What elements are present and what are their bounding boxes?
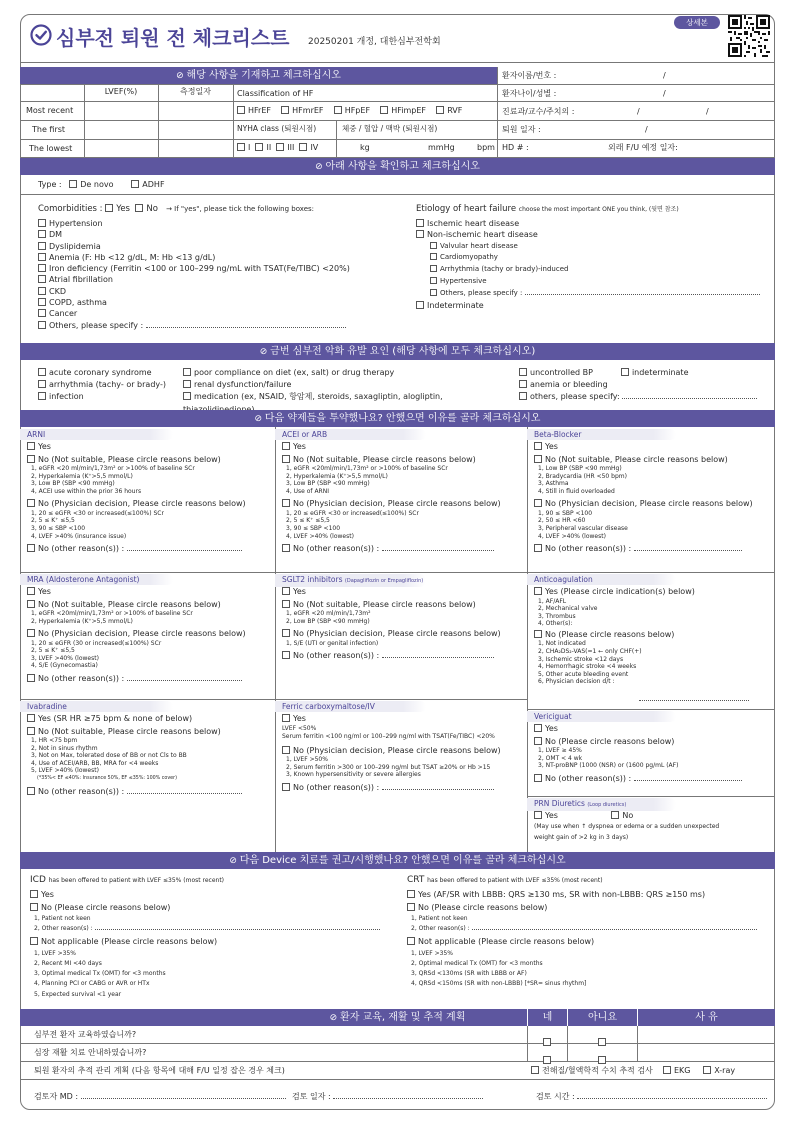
reason-item[interactable]: 4, S/E (Gynecomastia) [31,662,98,670]
followup-date-field[interactable]: 외래 F/U 예정 일자: [608,143,678,152]
reason-item[interactable]: 4, Use of ARNI [286,487,329,495]
page-title: 심부전 퇴원 전 체크리스트 [56,26,290,50]
reason-item[interactable]: 1, Patient not keen [411,915,468,922]
criteria: Serum ferritin <100 ng/ml or 100–299 ng/ml with TSAT(Fe/TIBC) <20% [282,733,495,740]
reason-item[interactable]: 1, LVEF >50% [286,756,328,763]
etiology-subitem[interactable]: Others, please specify : [430,288,761,300]
section-title: 환자 교육, 재활 및 추적 계획 [340,1012,466,1023]
comorbidities-header: Comorbidities : Yes No → If "yes", please tick the following boxes: [38,204,315,214]
checkbox[interactable] [105,204,113,212]
reason-item[interactable]: 4, Planning PCI or CABG or AVR or HTx [34,980,150,988]
checkbox[interactable] [237,106,245,114]
trigger-col-1 [38,367,188,404]
etiology-subitem[interactable]: Valvular heart disease [430,241,761,253]
yes-option[interactable]: Yes [534,723,770,735]
reason-item[interactable]: 4, Hemorrhagic stroke <4 weeks [538,663,637,671]
checkbox[interactable] [380,106,388,114]
yes-option[interactable]: Yes (SR HR ≥75 bpm & none of below) [27,713,270,725]
no-option[interactable]: No (Please circle reasons below) [30,902,395,915]
reason-item[interactable]: 1, Low BP (SBP <90 mmHg) [538,465,622,472]
check-circle-icon [30,24,52,46]
department-field[interactable]: 진료과/교수/주치의 : [502,107,575,116]
checkbox[interactable] [543,1038,551,1046]
prn-title: PRN Diuretics (Loop diuretics) [527,798,676,811]
reason-item[interactable]: 1, LVEF >35% [411,949,453,957]
comorbidity-item[interactable]: DM [38,229,378,240]
reason-item[interactable]: 1, 20 ≤ eGFR (30 or increased(≤100%) SCr [31,639,162,647]
reason-item[interactable]: 1, HR <75 bpm [31,737,78,744]
reason-item[interactable]: 3, QRSd <130ms (SR with LBBB or AF) [411,970,527,978]
no-other-option[interactable]: No (other reason(s)) : [27,673,270,685]
arni-title: ARNI [20,429,173,440]
icd-title: ICD [30,875,46,885]
no-other-option[interactable]: No (other reason(s)) : [27,786,270,798]
trigger-item[interactable]: uncontrolled BP indeterminate [519,367,769,379]
no-other-option[interactable]: No (other reason(s)) : [534,543,770,555]
hf-class-label: Classification of HF [237,89,314,98]
reason-item[interactable]: 4, LVEF >40% (insurance issue) [31,532,127,540]
icd-panel: ICD has been offered to patient with LVEF ≤35% (most recent) Yes No (Please circle reasons below) 1, Patient not keen 2, Other reason(s) : Not applicable (Please circle reasons below) 1, LVEF >35% 2, Recent MI <40 days 3, Optimal medical Tx (OMT) for <3 months 4, Planning PCI or CABG or AVR or HTx 5, Expected survival <1 year [30,874,395,1000]
detail-badge: 상세본 [674,16,720,29]
prn-note: (May use when ↑ dyspnea or edema or a sudden unexpected [534,823,720,831]
reason-item[interactable]: 4, Other(s): [538,620,573,628]
type-row: Type : De novo ADHF [38,180,165,189]
reason-item[interactable]: 4, ACEI use within the prior 36 hours [31,487,142,495]
yes-option[interactable]: Yes [30,889,395,902]
row-first: The first [32,125,66,134]
veri-panel [534,723,770,784]
reason-item[interactable]: 2, Other reason(s) : [34,924,93,932]
section-device-bar [20,852,775,869]
reason-item[interactable]: 3, Optimal medical Tx (OMT) for <3 months [34,970,166,978]
hf-type-options: HFrEF HFmrEF HFpEF HFimpEF RVF [237,105,462,117]
not-applicable-option[interactable]: Not applicable (Please circle reasons below) [407,936,772,949]
no-physician-option[interactable]: No (Physician decision, Please circle reasons below) [27,498,270,510]
reason-item[interactable]: 2, Hyperkalemia (K⁺>5,5 mmol/L) [286,472,388,480]
acei-title: ACEI or ARB [275,429,426,440]
reason-item[interactable]: 1, 20 ≤ eGFR <30 or increased(≤100%) SCr [286,509,419,517]
section-title: 다음 약제들을 투약했나요? 안했으면 이유를 골라 체크하십시오 [264,413,541,424]
reason-item[interactable]: 6, Physician decision d/t : [538,678,615,686]
reason-item[interactable]: 1, S/E (UTI or genital infection) [286,639,379,647]
hd-field[interactable]: HD # : [502,143,529,152]
checkbox[interactable] [531,1066,539,1074]
insurance-note: (*35%< EF ≤40%: Insurance 50%, EF ≤35%: 100% cover) [37,775,177,781]
prn-options: Yes No [534,810,770,821]
followup-question: 퇴원 환자의 추적 관리 계획 (다음 항목에 대해 F/U 일정 잡은 경우 체크) [34,1066,285,1075]
veri-title: Vericiguat [527,711,676,722]
reason-item[interactable]: 3, Not on Max, tolerated dose of BB or not Cls to BB [31,752,187,760]
etiology-indeterminate[interactable]: Indeterminate [416,300,761,311]
reason-item[interactable]: 5, LVEF >40% (lowest) [31,767,99,775]
mra-title: MRA (Aldosterone Antagonist) [20,574,173,585]
no-not-suitable-option[interactable]: No (Please circle reasons below) [534,736,770,748]
reason-item[interactable]: 3, 90 ≤ SBP <100 [286,525,341,533]
reason-item[interactable]: 2, Low BP (SBP <90 mmHg) [286,617,370,625]
trigger-item[interactable]: poor compliance on diet (ex, salt) or drug therapy [183,367,513,379]
vitals-label: 체중 / 혈압 / 맥박 (퇴원시점) [342,124,438,133]
yes-option[interactable]: Yes (Please circle indication(s) below) [534,586,770,598]
no-not-suitable-option[interactable]: No (Not suitable, Please circle reasons below) [534,454,770,466]
trigger-col-3 [519,367,769,404]
acei-panel [282,441,522,555]
checkbox[interactable] [703,1066,711,1074]
no-not-suitable-option[interactable]: No (Not suitable, Please circle reasons below) [27,599,270,611]
row-lowest: The lowest [29,144,73,153]
header-divider [20,62,775,63]
crt-title: CRT [407,875,425,885]
check-circle-icon: ⊘ [259,347,271,357]
yes-option[interactable]: Yes [282,713,522,725]
reason-item[interactable]: 2, Other reason(s) : [411,924,470,932]
qr-code[interactable] [728,15,770,57]
comorbidity-item[interactable]: Cancer [38,308,378,319]
reason-item[interactable]: 2, Mechanical valve [538,605,598,613]
section-drug-bar [20,410,775,427]
checkbox[interactable] [281,106,289,114]
checkbox[interactable] [663,1066,671,1074]
check-circle-icon: ⊘ [315,162,326,172]
reason-item[interactable]: 4, LVEF >40% (lowest) [538,532,606,540]
reason-item[interactable]: 3, LVEF >40% (lowest) [31,654,99,662]
comorbidity-item[interactable]: CKD [38,286,378,297]
checkbox[interactable] [131,180,139,188]
criteria: LVEF <50% [282,724,317,732]
reason-item[interactable]: 3, NT-proBNP (1000 (NSR) or (1600 pg/mL (AF) [538,762,679,770]
section-title: 아래 사항을 확인하고 체크하십시오 [325,161,480,172]
reason-item[interactable]: 2, CHA₂DS₂-VAS(=1 ← only CHF(+) [538,647,642,655]
reason-item[interactable]: 2, Optimal medical Tx (OMT) for <3 months [411,959,543,967]
trigger-item[interactable]: acute coronary syndrome [38,367,188,379]
arni-panel [27,441,270,555]
reason-item[interactable]: 2, 5 ≤ K⁺ ≤5,5 [31,647,75,655]
reason-item[interactable]: 2, OMT < 4 wk [538,754,583,762]
reason-item[interactable]: 3, Asthma [538,480,569,488]
reviewer-md-field[interactable]: 검토자 MD : [34,1091,286,1103]
fcm-panel [282,713,522,793]
section-trigger-bar [20,343,775,360]
reason-item[interactable]: 3, 90 ≤ SBP <100 [31,525,86,533]
yes-option[interactable]: Yes [27,586,270,598]
no-other-option[interactable]: No (other reason(s)) : [534,773,770,785]
etiology-list [416,218,761,311]
etiology-subitem[interactable]: Cardiomyopathy [430,252,761,264]
ivab-title: Ivabradine [20,701,173,712]
comorbidity-item[interactable]: Anemia (F: Hb <12 g/dL, M: Hb <13 g/dL) [38,252,378,263]
reason-item[interactable]: 2, Not in sinus rhythm [31,744,98,752]
col-date: 측정일자 [180,87,211,96]
no-option[interactable]: No (Please circle reasons below) [407,902,772,915]
col-yes: 네 [527,1009,567,1026]
comorbidity-item[interactable]: Hypertension [38,218,378,229]
revision-note: 20250201 개정, 대한심부전학회 [308,37,441,47]
unit-kg: kg [360,143,370,152]
etiology-sublist [416,241,761,300]
mra-panel [27,586,270,685]
reason-item[interactable]: 1, LVEF >35% [34,949,76,957]
no-other-option[interactable]: No (other reason(s)) : [282,650,522,662]
ivab-panel [27,713,270,797]
followup-options: 전해질/혈액학적 수치 추적 검사 EKG X-ray [531,1065,735,1077]
col-no: 아니요 [567,1009,637,1026]
no-not-suitable-option[interactable]: No (Not suitable, Please circle reasons below) [282,454,522,466]
trigger-col-2 [183,367,513,416]
trigger-item[interactable]: others, please specify: [519,391,769,403]
section-title: 다음 Device 치료를 권고/시행했나요? 안했으면 이유를 골라 체크하십시오 [239,855,566,866]
reason-item[interactable]: 3, Low BP (SBP <90 mmHg) [286,480,370,488]
reason-item[interactable]: 1, Not indicated [538,640,586,648]
comorbidity-list [38,218,378,331]
reason-item[interactable]: 4, QRSd <150ms (SR with non-LBBB) [*SR= sinus rhythm] [411,980,587,988]
reason-item[interactable]: 2, 50 ≤ HR <60 [538,517,586,525]
etiology-subitem[interactable]: Arrhythmia (tachy or brady)-induced [430,264,761,276]
reason-item[interactable]: 4, Use of ACEI/ARB, BB, MRA for <4 weeks [31,759,159,767]
reason-item[interactable]: 3, Peripheral vascular disease [538,525,628,533]
no-not-suitable-option[interactable]: No (Please circle reasons below) [534,629,770,641]
trigger-item[interactable]: anemia or bleeding [519,379,769,391]
bb-panel [534,441,770,555]
reason-item[interactable]: 1, eGFR <20ml/min/1,73m² or >100% of baseline SCr [286,465,448,472]
reason-item[interactable]: 1, Patient not keen [34,915,91,922]
review-time-field[interactable]: 검토 시간 : [536,1091,767,1103]
checkbox[interactable] [543,1056,551,1064]
no-physician-option[interactable]: No (Physician decision, Please circle reasons below) [282,745,522,757]
trigger-item[interactable]: infection [38,391,188,403]
check-circle-icon: ⊘ [176,71,187,81]
discharge-date-field[interactable]: 퇴원 일자 : [502,125,541,134]
fcm-title: Ferric carboxymaltose/IV [275,701,426,712]
bb-title: Beta-Blocker [527,429,676,440]
reason-item[interactable]: 2, Hyperkalemia (K⁺>5,5 mmol/L) [31,472,133,480]
etiology-header: Etiology of heart failure choose the most important ONE you think, (뒷면 참조) [416,204,679,214]
etiology-non-ischemic[interactable]: Non-ischemic heart disease [416,229,761,240]
reason-item[interactable]: 2, 5 ≤ K⁺ ≤5,5 [31,517,75,525]
checkbox[interactable] [534,811,542,819]
checkbox[interactable] [436,106,444,114]
section-title: 금번 심부전 악화 유발 요인 (해당 사항에 모두 체크하십시오) [270,346,536,357]
checkbox[interactable] [276,143,284,151]
reason-item[interactable]: 3, Low BP (SBP <90 mmHg) [31,480,115,488]
checkbox[interactable] [299,143,307,151]
sglt2-panel [282,586,522,662]
anticoag-panel [534,586,770,705]
comorbidity-item[interactable]: COPD, asthma [38,297,378,308]
checkbox[interactable] [598,1056,606,1064]
etiology-subitem[interactable]: Hypertensive [430,276,761,288]
comorbidity-item[interactable]: Dyslipidemia [38,241,378,252]
no-not-suitable-option[interactable]: No (Not suitable, Please circle reasons below) [27,726,270,738]
reason-item[interactable]: 5, Expected survival <1 year [34,990,122,998]
reason-item[interactable]: 1, 90 ≤ SBP <100 [538,509,593,517]
no-physician-option[interactable]: No (Physician decision, Please circle reasons below) [27,628,270,640]
reason-item[interactable]: 3, Ischemic stroke <12 days [538,655,624,663]
checkbox[interactable] [611,811,619,819]
prn-panel [534,810,770,843]
no-physician-option[interactable]: No (Physician decision, Please circle reasons below) [534,498,770,510]
nyha-options: I II III IV [237,142,318,154]
no-physician-option[interactable]: No (Physician decision, Please circle reasons below) [282,628,522,640]
checkbox[interactable] [237,143,245,151]
section-title: 해당 사항을 기재하고 체크하십시오 [186,70,341,81]
reason-item[interactable]: 4, Still in fluid overloaded [538,487,615,495]
col-reason: 사 유 [637,1009,775,1026]
trigger-item[interactable]: arrhythmia (tachy- or brady-) [38,379,188,391]
nyha-label: NYHA class (퇴원시점) [237,124,317,133]
patient-age-field[interactable]: 환자나이/성별 : [502,89,557,98]
reason-item[interactable]: 3, Thrombus [538,612,576,620]
checkbox[interactable] [334,106,342,114]
no-other-option[interactable]: No (other reason(s)) : [27,543,270,555]
check-circle-icon: ⊘ [329,1013,341,1023]
yes-option[interactable]: Yes [282,586,522,598]
reason-item[interactable]: 1, eGFR <20ml/min/1,73m² or >100% of baseline SCr [31,610,193,617]
not-applicable-option[interactable]: Not applicable (Please circle reasons below) [30,936,395,949]
yes-option[interactable]: Yes [534,441,770,453]
reason-item[interactable]: 1, eGFR <20 ml/min/1,73m² or >100% of baseline SCr [31,465,195,472]
no-not-suitable-option[interactable]: No (Not suitable, Please circle reasons below) [282,599,522,611]
trigger-item[interactable]: medication (ex, NSAID, 항암제, steroids, saxagliptin, alogliptin, [183,391,513,415]
unit-bpm: bpm [477,143,495,152]
reason-item[interactable]: 5, Other acute bleeding event [538,670,629,678]
edu-question: 심부전 환자 교육하였습니까? [34,1030,137,1039]
checkbox[interactable] [135,204,143,212]
checkbox[interactable] [598,1038,606,1046]
check-circle-icon: ⊘ [254,414,265,424]
unit-mmhg: mmHg [428,143,455,152]
reason-item[interactable]: 1, 20 ≤ eGFR <30 or increased(≤100%) SCr [31,509,164,517]
comorbidity-item[interactable]: Atrial fibrillation [38,274,378,285]
no-physician-option[interactable]: No (Physician decision, Please circle reasons below) [282,498,522,510]
trigger-item[interactable]: renal dysfunction/failure [183,379,513,391]
reason-item[interactable]: 1, eGFR <20 ml/min/1,73m² [286,610,371,617]
reason-item[interactable]: 2, Hyperkalemia (K⁺>5,5 mmol/L) [31,617,133,625]
reason-item[interactable]: 4, LVEF >40% (lowest) [286,532,354,540]
row-most-recent: Most recent [26,106,74,115]
review-date-field[interactable]: 검토 일자 : [292,1091,483,1103]
no-other-option[interactable]: No (other reason(s)) : [282,782,522,794]
yes-option[interactable]: Yes [27,441,270,453]
anticoag-title: Anticoagulation [527,574,676,585]
no-other-option[interactable]: No (other reason(s)) : [282,543,522,555]
yes-option[interactable]: Yes (AF/SR with LBBB: QRS ≥130 ms, SR with non-LBBB: QRS ≥150 ms) [407,889,772,902]
crt-panel: CRT has been offered to patient with LVEF ≤35% (most recent) Yes (AF/SR with LBBB: QRS ≥130 ms, SR with non-LBBB: QRS ≥150 ms) No (Please circle reasons below) 1, Patient not keen 2, Other reason(s) : Not applicable (Please circle reasons below) 1, LVEF >35% 2, Optimal medical Tx (OMT) for <3 months 3, QRSd <130ms (SR with LBBB or AF) 4, QRSd <150ms (SR with non-LBBB) [*SR= sinus rhythm] [407,874,772,990]
patient-name-field[interactable]: 환자이름/번호 : [502,71,557,80]
checkbox[interactable] [255,143,263,151]
no-not-suitable-option[interactable]: No (Not suitable, Please circle reasons below) [27,454,270,466]
reason-item[interactable]: 1, LVEF ≥ 45% [538,747,582,754]
checkbox[interactable] [69,180,77,188]
check-circle-icon: ⊘ [229,856,240,866]
col-lvef: LVEF(%) [104,87,138,96]
sglt2-title: SGLT2 inhibitors (Dapagliflozin or Empagliflozin) [275,574,426,587]
comorbidity-item[interactable]: Others, please specify : [38,320,378,331]
section-check-bar [20,158,775,175]
reason-item[interactable]: 2, 5 ≤ K⁺ ≤5,5 [286,517,330,525]
reason-item[interactable]: 1, AF/AFL [538,597,567,605]
reason-item[interactable]: 2, Bradycardia (HR <50 bpm) [538,472,627,480]
reason-item[interactable]: 2, Serum ferritin >300 or 100–299 ng/ml but TSAT ≥20% or Hb >15 [286,763,491,771]
rehab-question: 심장 재활 치료 안내하였습니까? [34,1048,147,1057]
section-record-bar [20,67,497,84]
reason-item[interactable]: 3, Known hypersensitivity or severe allergies [286,771,421,779]
reason-item[interactable]: 2, Recent MI <40 days [34,959,102,967]
comorbidity-item[interactable]: Iron deficiency (Ferritin <100 or 100–299 ng/mL with TSAT(Fe/TIBC) <20%) [38,263,378,274]
yes-option[interactable]: Yes [282,441,522,453]
prn-note: weight gain of >2 kg in 3 days) [534,834,629,842]
etiology-ischemic[interactable]: Ischemic heart disease [416,218,761,229]
